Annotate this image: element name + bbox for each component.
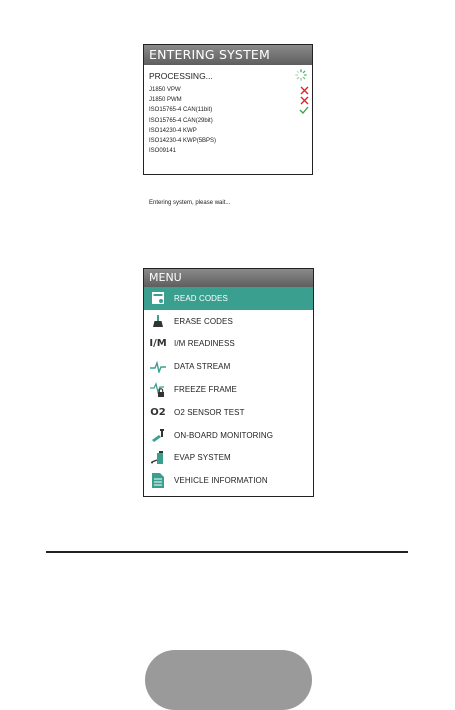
protocol-row	[149, 95, 309, 105]
protocol-row	[149, 105, 309, 115]
onboard-monitoring-icon	[150, 427, 166, 443]
divider	[46, 551, 408, 553]
menu-item-data-stream[interactable]	[144, 355, 313, 378]
fail-x-icon	[300, 86, 309, 95]
protocol-name: ISO14230-4 KWP(5BPS)	[149, 137, 217, 144]
protocol-row	[149, 136, 309, 146]
status-text: Entering system, please wait...	[149, 200, 231, 206]
menu-item-o2-sensor-test[interactable]	[144, 401, 313, 424]
menu-item-erase-codes[interactable]	[144, 310, 313, 333]
processing-label: PROCESSING...	[149, 71, 213, 81]
protocol-name: ISO14230-4 KWP	[149, 127, 197, 134]
protocol-name: ISO15765-4 CAN(11bit)	[149, 107, 213, 114]
loading-spinner-icon	[295, 69, 307, 81]
vehicle-information-icon	[150, 473, 166, 489]
bottom-tab	[145, 650, 312, 710]
menu-item-label: DATA STREAM	[174, 362, 231, 372]
im-readiness-icon: I/M	[149, 338, 167, 350]
menu-item-on-board-monitoring[interactable]	[144, 424, 313, 447]
erase-codes-icon	[150, 313, 166, 329]
protocol-row	[149, 85, 309, 95]
menu-item-label: FREEZE FRAME	[174, 385, 237, 395]
menu-item-vehicle-information[interactable]	[144, 469, 313, 492]
protocol-row	[149, 126, 309, 136]
menu-item-label: ON-BOARD MONITORING	[174, 430, 274, 440]
menu-item-evap-system[interactable]	[144, 447, 313, 470]
protocol-name: ISO09141	[149, 148, 177, 155]
menu-title: MENU	[144, 269, 313, 287]
menu-screen	[143, 268, 314, 497]
menu-item-freeze-frame[interactable]	[144, 378, 313, 401]
protocol-row	[149, 146, 309, 156]
read-codes-icon	[150, 290, 166, 306]
menu-item-label: EVAP SYSTEM	[174, 453, 231, 463]
entering-system-title: ENTERING SYSTEM	[144, 45, 312, 65]
protocol-row	[149, 116, 309, 126]
menu-item-im-readiness[interactable]	[144, 333, 313, 356]
protocol-name: J1850 PWM	[149, 97, 182, 104]
o2-sensor-icon: O2	[150, 406, 166, 418]
data-stream-icon	[150, 359, 166, 375]
menu-item-read-codes[interactable]	[144, 287, 313, 310]
menu-item-label: ERASE CODES	[174, 316, 233, 326]
protocol-name: J1850 VPW	[149, 87, 181, 93]
fail-x-icon	[300, 96, 309, 105]
menu-item-label: I/M READINESS	[174, 339, 235, 349]
protocol-list	[149, 85, 309, 156]
freeze-frame-icon	[150, 382, 166, 398]
entering-system-screen	[143, 44, 313, 206]
evap-system-icon	[150, 450, 166, 466]
protocol-name: ISO15765-4 CAN(29bit)	[149, 117, 213, 124]
menu-item-label: READ CODES	[174, 293, 228, 303]
menu-item-label: VEHICLE INFORMATION	[174, 476, 268, 486]
menu-item-label: O2 SENSOR TEST	[174, 407, 245, 417]
ok-check-icon	[299, 106, 309, 114]
